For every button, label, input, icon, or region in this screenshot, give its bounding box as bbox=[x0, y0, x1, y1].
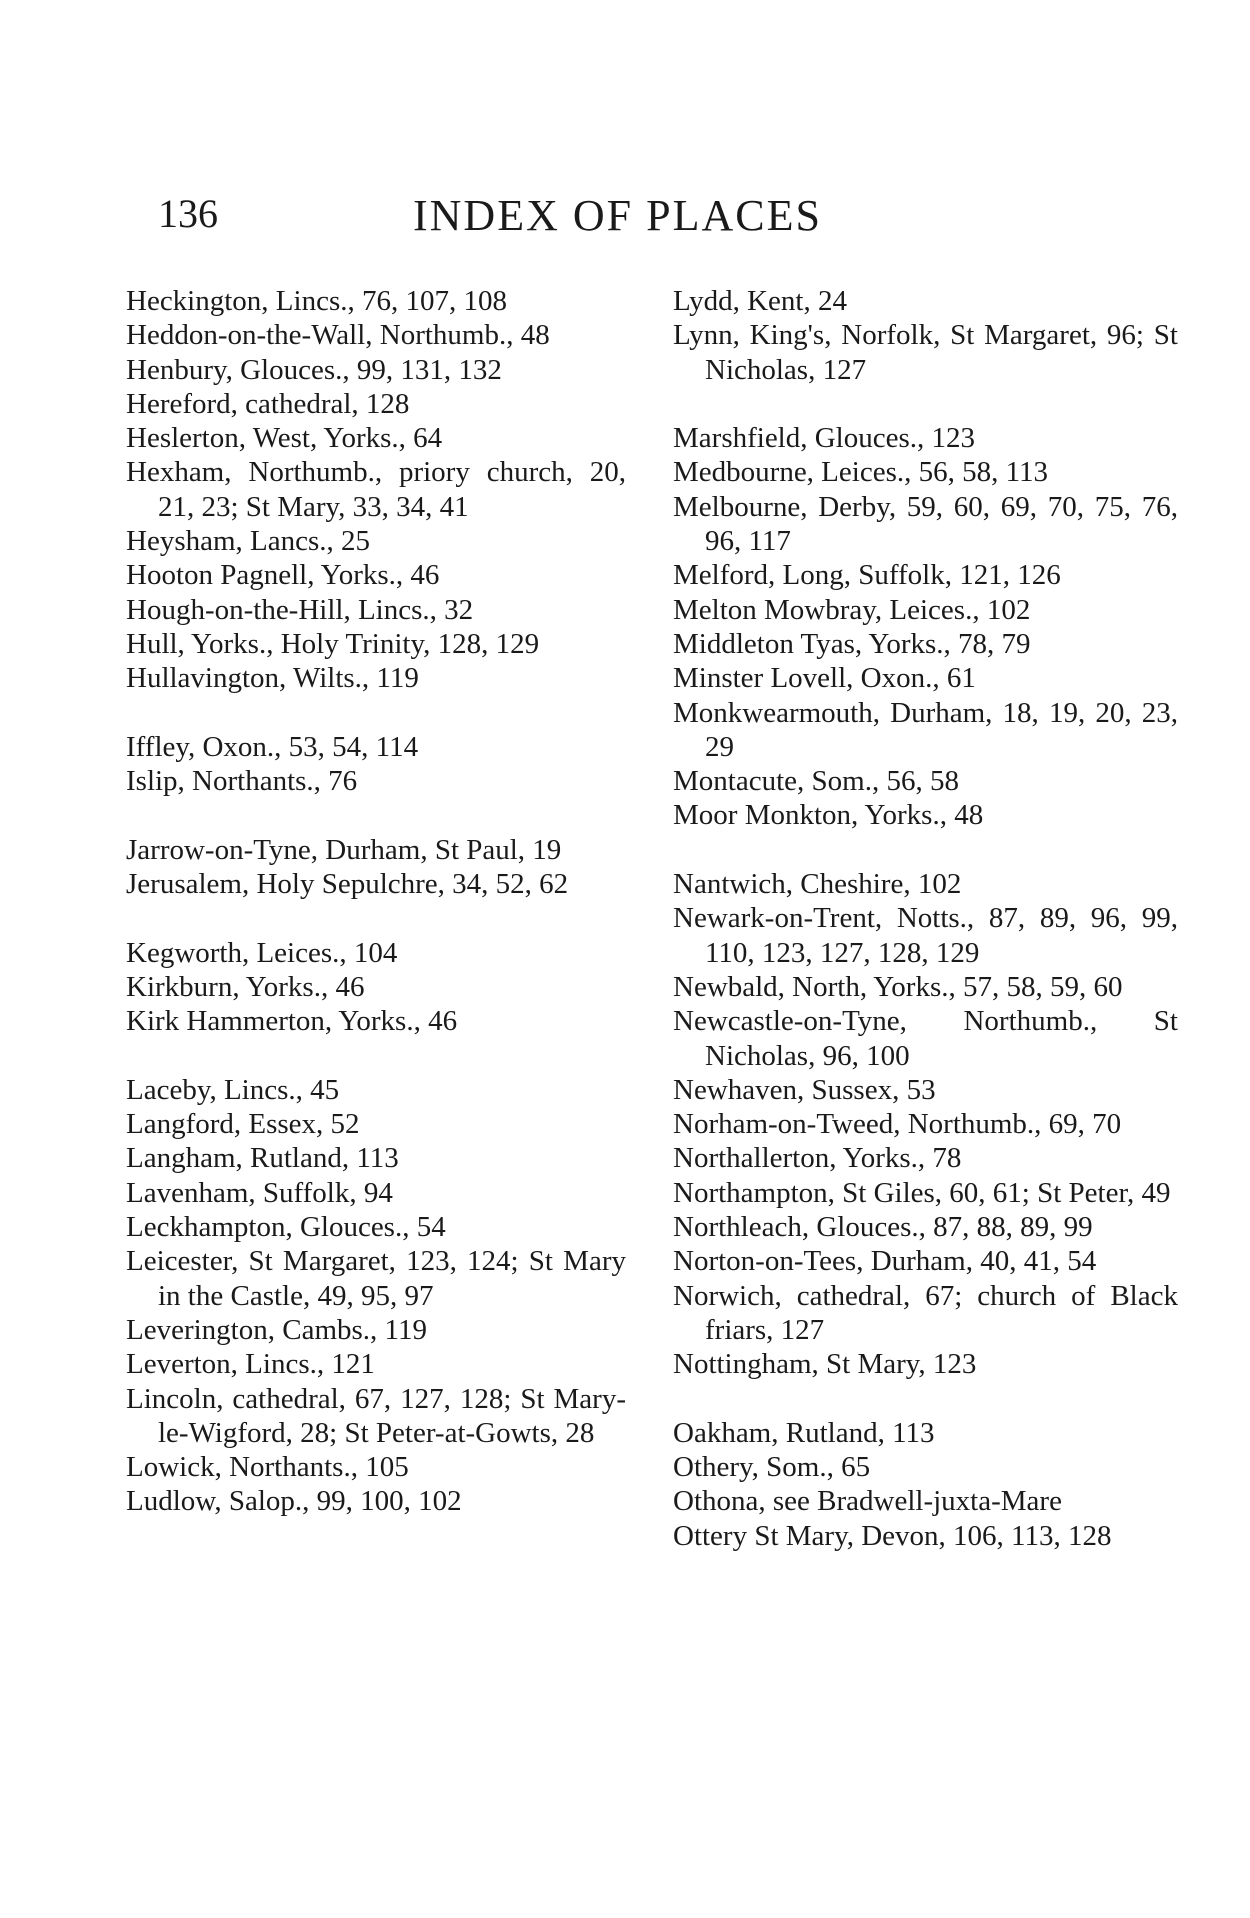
index-entry: Ludlow, Salop., 99, 100, 102 bbox=[126, 1485, 462, 1518]
index-column-left bbox=[126, 284, 626, 1519]
index-entry: Ottery St Mary, Devon, 106, 113, 128 bbox=[673, 1519, 1112, 1552]
index-entry: Melton Mowbray, Leices., 102 bbox=[673, 593, 1031, 626]
index-entry: Leverton, Lincs., 121 bbox=[126, 1348, 375, 1381]
index-entry: Henbury, Glouces., 99, 131, 132 bbox=[126, 353, 502, 386]
index-entry: Minster Lovell, Oxon., 61 bbox=[673, 662, 976, 695]
index-entry: Northampton, St Giles, 60, 61; St Peter, 49 bbox=[673, 1176, 1171, 1209]
index-entry: Lynn, King's, Norfolk, St Margaret, 96; St Nicholas, 127 bbox=[673, 319, 1178, 386]
index-entry: Lincoln, cathedral, 67, 127, 128; St Mary-le-Wigford, 28; St Peter-at-Gowts, 28 bbox=[126, 1382, 626, 1449]
index-entry: Melbourne, Derby, 59, 60, 69, 70, 75, 76, 96, 117 bbox=[673, 490, 1178, 558]
index-entry: Newbald, North, Yorks., 57, 58, 59, 60 bbox=[673, 970, 1123, 1003]
index-entry: Newark-on-Trent, Notts., 87, 89, 96, 99, 110, 123, 127, 128, 129 bbox=[673, 902, 1178, 969]
index-entry: Montacute, Som., 56, 58 bbox=[673, 765, 959, 798]
index-entry: Oakham, Rutland, 113 bbox=[673, 1416, 935, 1449]
index-entry: Lydd, Kent, 24 bbox=[673, 285, 847, 317]
index-entry: Norham-on-Tweed, Northumb., 69, 70 bbox=[673, 1108, 1122, 1141]
index-entry: Langham, Rutland, 113 bbox=[126, 1142, 399, 1175]
index-entry: Nantwich, Cheshire, 102 bbox=[673, 868, 962, 901]
index-entry: Kirkburn, Yorks., 46 bbox=[126, 970, 365, 1003]
index-entry: Marshfield, Glouces., 123 bbox=[673, 422, 976, 455]
index-entry: Langford, Essex, 52 bbox=[126, 1108, 360, 1141]
index-entry: Lavenham, Suffolk, 94 bbox=[126, 1176, 393, 1209]
index-entry: Monkwearmouth, Durham, 18, 19, 20, 23, 29 bbox=[673, 696, 1178, 763]
index-entry: Hereford, cathedral, 128 bbox=[126, 387, 410, 420]
index-entry: Laceby, Lincs., 45 bbox=[126, 1073, 340, 1106]
index-entry: Hull, Yorks., Holy Trinity, 128, 129 bbox=[126, 627, 540, 660]
index-entry: Hough-on-the-Hill, Lincs., 32 bbox=[126, 593, 474, 626]
index-entry: Heckington, Lincs., 76, 107, 108 bbox=[126, 285, 507, 317]
index-column-right bbox=[673, 284, 1178, 1553]
index-entry: Hexham, Northumb., priory church, 20, 21, 23; St Mary, 33, 34, 41 bbox=[126, 456, 626, 523]
index-entry: Iffley, Oxon., 53, 54, 114 bbox=[126, 730, 419, 763]
index-entry: Jerusalem, Holy Sepulchre, 34, 52, 62 bbox=[126, 868, 569, 901]
index-entry: Heslerton, West, Yorks., 64 bbox=[126, 422, 443, 455]
index-entry: Othery, Som., 65 bbox=[673, 1451, 871, 1484]
index-entry: Heysham, Lancs., 25 bbox=[126, 525, 371, 558]
index-entry: Middleton Tyas, Yorks., 78, 79 bbox=[673, 627, 1031, 660]
page-number: 136 bbox=[158, 191, 218, 236]
index-entry: Medbourne, Leices., 56, 58, 113 bbox=[673, 456, 1049, 489]
page-header bbox=[158, 190, 1168, 250]
index-entry: Leverington, Cambs., 119 bbox=[126, 1313, 427, 1346]
index-entry: Lowick, Northants., 105 bbox=[126, 1451, 409, 1484]
index-entry: Heddon-on-the-Wall, Northumb., 48 bbox=[126, 319, 550, 352]
index-entry: Othona, see Bradwell-juxta-Mare bbox=[673, 1485, 1062, 1518]
index-entry: Islip, Northants., 76 bbox=[126, 765, 358, 798]
index-entry: Northallerton, Yorks., 78 bbox=[673, 1142, 962, 1175]
index-entry: Leicester, St Margaret, 123, 124; St Mary in the Castle, 49, 95, 97 bbox=[126, 1245, 626, 1312]
index-entry: Hullavington, Wilts., 119 bbox=[126, 662, 419, 695]
index-entry: Norton-on-Tees, Durham, 40, 41, 54 bbox=[673, 1245, 1097, 1278]
index-entry: Nottingham, St Mary, 123 bbox=[673, 1348, 977, 1381]
index-entry: Northleach, Glouces., 87, 88, 89, 99 bbox=[673, 1211, 1093, 1244]
index-entry: Jarrow-on-Tyne, Durham, St Paul, 19 bbox=[126, 833, 562, 866]
index-entry: Melford, Long, Suffolk, 121, 126 bbox=[673, 559, 1061, 592]
index-entry: Newcastle-on-Tyne, Northumb., St Nicholas, 96, 100 bbox=[673, 1005, 1178, 1072]
index-entry: Moor Monkton, Yorks., 48 bbox=[673, 799, 984, 832]
index-entry: Newhaven, Sussex, 53 bbox=[673, 1073, 936, 1106]
index-entry: Kegworth, Leices., 104 bbox=[126, 936, 398, 969]
index-entry: Kirk Hammerton, Yorks., 46 bbox=[126, 1005, 458, 1038]
page-title: INDEX OF PLACES bbox=[413, 191, 822, 240]
index-entry: Hooton Pagnell, Yorks., 46 bbox=[126, 559, 440, 592]
index-entry: Norwich, cathedral, 67; church of Black friars, 127 bbox=[673, 1279, 1178, 1346]
index-entry: Leckhampton, Glouces., 54 bbox=[126, 1211, 446, 1244]
